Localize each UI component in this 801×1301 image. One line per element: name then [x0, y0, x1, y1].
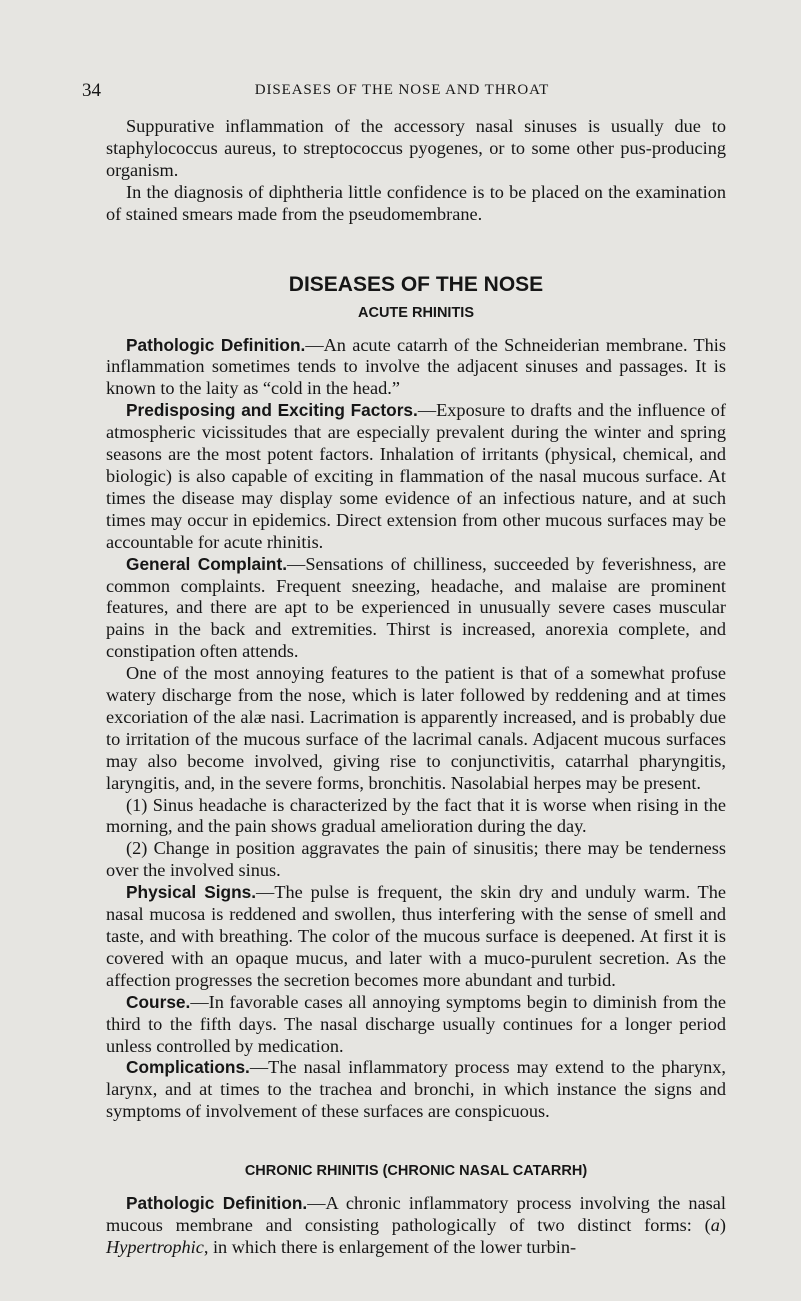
running-title: DISEASES OF THE NOSE AND THROAT [254, 82, 550, 98]
acute-complications-paragraph [106, 1057, 726, 1123]
chronic-definition-text-a: —A chronic inflammatory process involving the nasal mucous membrane and consisting pathologically of two distinct forms: ( [106, 1193, 726, 1236]
chronic-definition-paragraph [106, 1193, 726, 1259]
acute-complaint-paragraph [106, 554, 726, 664]
acute-complications-heading: Complications. [126, 1057, 250, 1078]
section-title: DISEASES OF THE NOSE [288, 272, 544, 296]
acute-definition-paragraph [106, 335, 726, 401]
acute-definition-text: —An acute catarrh of the Schneiderian membrane. This inflammation sometimes tends to involve the adjacent sinuses and passages. It is known to the laity as “cold in the head.” [106, 334, 726, 399]
acute-factors-text: —Exposure to drafts and the influence of atmospheric vicissitudes that are especially prevalent during the winter and spring seasons are the most potent factors. Inhalation of irritants (physical, chemical, and biologic) is also capable of exciting in flammation of the nasal mucous surface. At times the disease may display some evidence of an infectious nature, and at such times may occur in epidemics. Direct extension from other mucous surfaces may be accountable for acute rhinitis. [106, 400, 726, 552]
acute-complications-text: —The nasal inflammatory process may extend to the pharynx, larynx, and at times to the trachea and bronchi, in which instance the signs and symptoms of involvement of these surfaces are conspicuous. [106, 1057, 726, 1122]
acute-factors-paragraph [106, 400, 726, 553]
chronic-definition-text-c: , in which there is enlargement of the lower turbin- [203, 1236, 577, 1257]
acute-complaint-paragraph-3: (1) Sinus headache is characterized by the fact that it is worse when rising in the morning, and the pain shows gradual amelioration during the day. [106, 794, 726, 837]
running-header [82, 80, 722, 104]
acute-factors-heading: Predisposing and Exciting Factors. [126, 400, 418, 421]
chronic-definition-letter-a: a [710, 1215, 720, 1236]
page-number: 34 [82, 80, 101, 101]
acute-course-heading: Course. [126, 991, 191, 1012]
chronic-definition-heading: Pathologic Definition. [126, 1193, 308, 1214]
acute-signs-heading: Physical Signs. [126, 882, 257, 903]
acute-signs-text: —The pulse is frequent, the skin dry and unduly warm. The nasal mucosa is reddened and swollen, thus interfering with the sense of smell and taste, and with breathing. The color of the mucous surface is deepened. At first it is covered with an opaque mucus, and later with a muco-purulent secretion. As the affection progresses the secretion becomes more abundant and turbid. [106, 882, 726, 990]
acute-course-text: —In favorable cases all annoying symptoms begin to diminish from the third to the fifth days. The nasal discharge usually continues for a longer period unless controlled by medication. [106, 991, 726, 1056]
chronic-definition-hypertrophic: Hypertrophic [106, 1236, 204, 1257]
acute-complaint-text: —Sensations of chilliness, succeeded by feverishness, are common complaints. Frequent sneezing, headache, and malaise are prominent features, and there are apt to be experienced in unusually severe cases muscular pains in the back and extremities. Thirst is increased, anorexia complete, and constipation often attends. [106, 553, 726, 662]
intro-paragraph-1: Suppurative inflammation of the accessory nasal sinuses is usually due to staphylococcus aureus, to streptococcus pyogenes, or to some other pus-producing organism. [106, 116, 726, 180]
acute-signs-paragraph [106, 882, 726, 992]
subsection-title-acute: ACUTE RHINITIS [358, 304, 474, 321]
acute-complaint-paragraph-2: One of the most annoying features to the patient is that of a somewhat profuse watery discharge from the nose, which is later followed by reddening and at times excoriation of the alæ nasi. Lacrimation is apparently increased, and is probably due to irritation of the mucous surface of the lacrimal canals. Adjacent mucous surfaces may also become involved, giving rise to conjunctivitis, catarrhal pharyngitis, laryngitis, and, in the severe forms, bronchitis. Nasolabial herpes may be present. [106, 663, 726, 793]
acute-complaint-paragraph-4: (2) Change in position aggravates the pain of sinusitis; there may be tenderness over the involved sinus. [106, 838, 726, 881]
body-text [106, 116, 726, 1259]
chronic-definition-text-b: ) [719, 1215, 726, 1236]
subsection-title-chronic: CHRONIC RHINITIS (CHRONIC NASAL CATARRH) [244, 1163, 588, 1180]
acute-definition-heading: Pathologic Definition. [126, 334, 306, 355]
acute-course-paragraph [106, 992, 726, 1058]
intro-paragraph-2: In the diagnosis of diphtheria little confidence is to be placed on the examination of stained smears made from the pseudomembrane. [106, 181, 726, 224]
acute-complaint-heading: General Complaint. [126, 553, 288, 574]
